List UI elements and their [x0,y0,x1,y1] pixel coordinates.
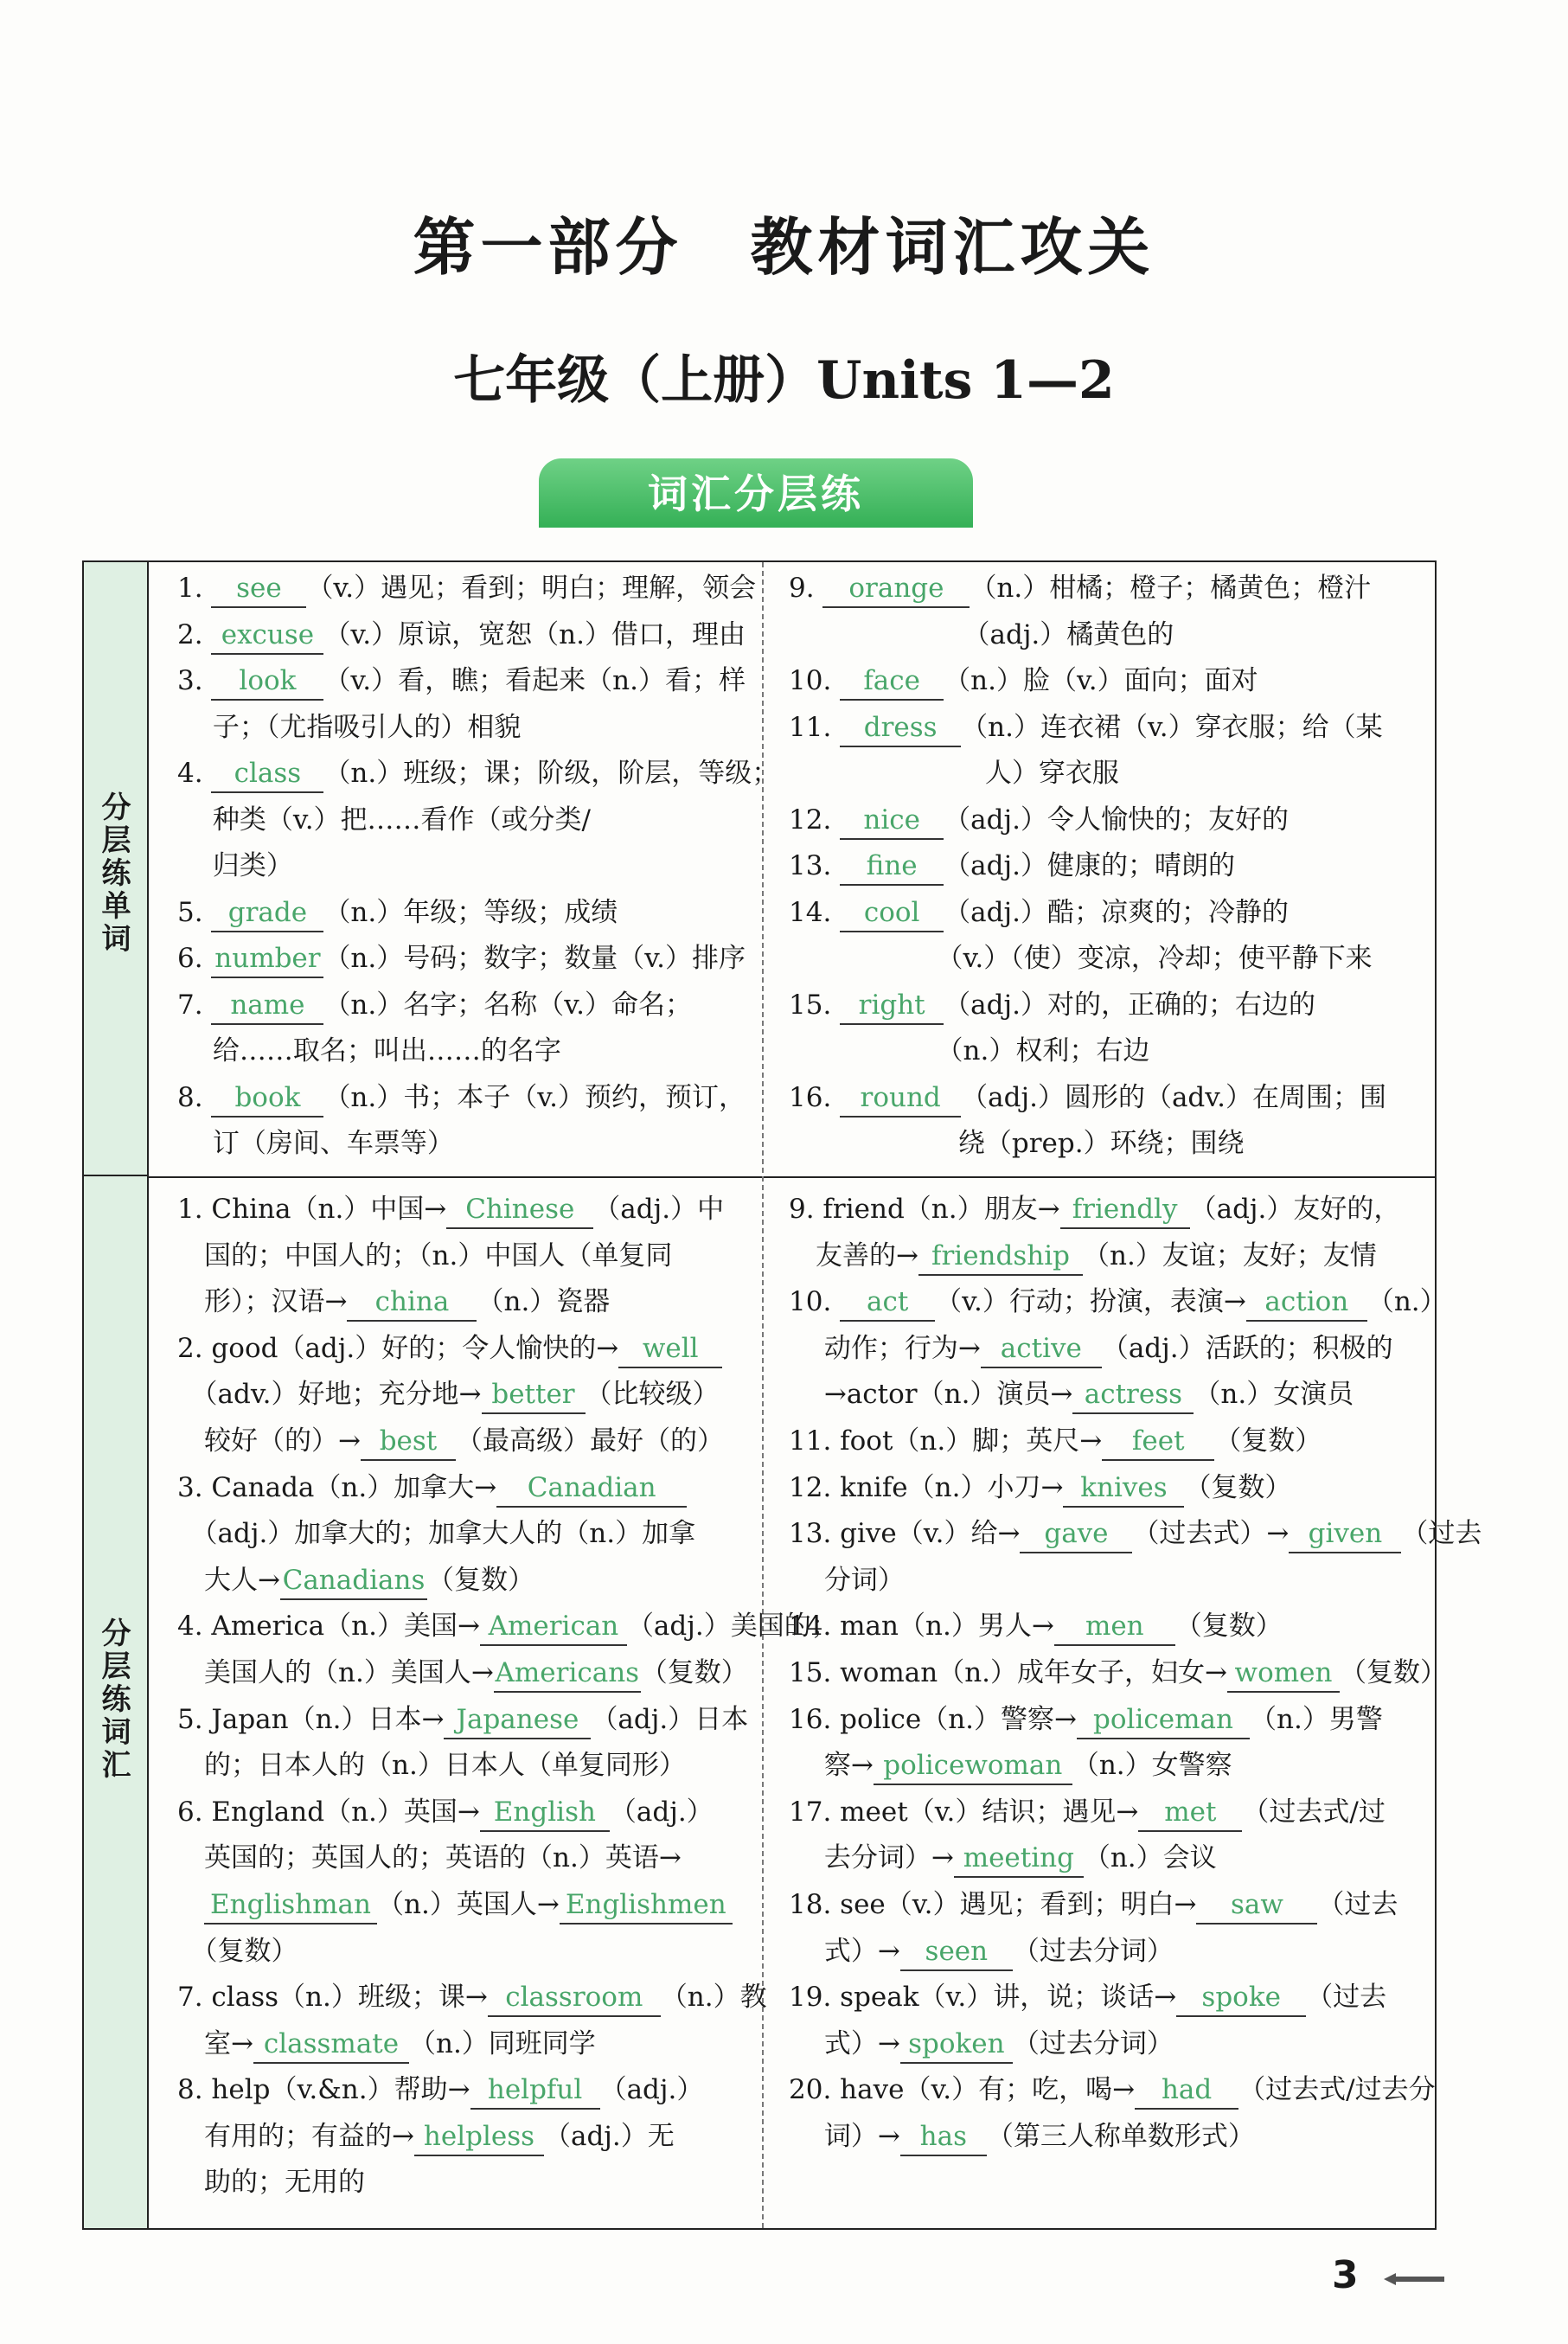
unit-subtitle: 七年级（上册）Units 1—2 [453,350,1115,411]
entry-text: 15. [789,989,841,1021]
answer-blank: has [900,2118,987,2156]
answer-blank: Canadians [280,1562,427,1600]
answer-blank: act [840,1284,935,1322]
entry-line [789,1604,1386,1650]
answer-blank: active [981,1330,1102,1368]
entry-text: 式）→ [789,1935,900,1967]
entry-line [789,1697,1386,1744]
entry-text: 9. friend（n.）朋友→ [789,1194,1060,1225]
answer-blank: helpful [470,2072,600,2110]
answer-blank: right [840,987,944,1025]
entry-line [177,1233,774,1280]
entry-text: （n.）名字；名称（v.）命名； [323,989,692,1021]
entry-text: 19. speak（v.）讲，说；谈话→ [789,1982,1177,2014]
answer-blank: fine [840,848,944,886]
answer-blank: spoke [1176,1979,1306,2017]
entry-text: （n.）友谊；友好；友情 [1082,1239,1377,1271]
entry-text: 助的；无用的 [177,2167,365,2199]
answer-blank: cool [840,894,944,932]
answer-blank: excuse [211,617,323,655]
entry-text: （n.）同班同学 [408,2027,596,2059]
answer-blank: action [1246,1284,1367,1322]
entry-line [177,1697,774,1744]
answer-blank: meeting [954,1840,1084,1878]
entry-text: 较好（的）→ [177,1425,361,1457]
answer-blank: saw [1196,1886,1317,1925]
entry-text: 形）；汉语→ [177,1286,348,1318]
entry-line [177,1790,774,1836]
entry-line [789,1187,1401,1233]
entry-text: （n.）号码；数字；数量（v.）排序 [323,943,746,974]
answer-blank: policewoman [874,1747,1072,1785]
entry-line [789,1929,1386,1976]
entry-text: （v.）遇见；看到；明白；理解，领会 [306,573,757,604]
answer-blank: friendly [1060,1191,1190,1229]
entry-text: （n.）班级；课；阶级，阶层，等级； [323,758,779,789]
entry-text: 20. have（v.）有；吃，喝→ [789,2074,1136,2106]
sidebar-vocab-label: 分 层 练 词 汇 [101,1617,131,1783]
entry-line [789,566,1386,612]
entry-line [789,2114,1386,2161]
sidebar-words [84,562,149,1176]
entry-text: （v.）行动；扮演，表演→ [935,1286,1246,1318]
entry-text: 8. help（v.&n.）帮助→ [177,2074,470,2106]
answer-blank: given [1289,1515,1401,1553]
entry-text: 绕（prep.）环绕；围绕 [789,1128,1245,1159]
answer-blank: classroom [488,1979,661,2017]
entry-text: 1. China（n.）中国→ [177,1194,447,1225]
entry-text: （adj.）酷；凉爽的；冷静的 [944,896,1289,928]
answer-blank: seen [900,1933,1013,1971]
entry-text: （复数） [640,1656,748,1688]
entry-text: （n.）书；本子（v.）预约，预订， [323,1081,746,1113]
entry-text: （adj.）美国的； [626,1611,838,1643]
entry-text: 18. see（v.）遇见；看到；明白→ [789,1888,1197,1920]
entry-text: （复数） [1214,1425,1322,1457]
entry-line [789,1511,1482,1558]
sidebar-words-label: 分 层 练 单 词 [101,791,131,957]
entry-text: 10. [789,665,841,696]
answer-blank: nice [840,802,944,840]
answer-blank: name [211,987,323,1025]
answer-blank: orange [822,570,970,608]
entry-text: （v.）原谅，宽恕（n.）借口，理由 [323,618,746,650]
entry-line [789,1882,1398,1929]
entry-text: 3. Canada（n.）加拿大→ [177,1471,497,1503]
entry-text: 室→ [177,2027,253,2059]
entry-text: 11. [789,711,841,743]
entry-line [177,2067,774,2114]
entry-line [177,612,774,659]
entry-line [789,797,1386,844]
entry-line [177,1558,774,1604]
entry-text: 人）穿衣服 [789,758,1119,789]
entry-line [789,1028,1386,1075]
entry-line [789,1075,1386,1122]
entry-text: 11. foot（n.）脚；英尺→ [789,1425,1103,1457]
entry-text: 7. class（n.）班级；课→ [177,1982,488,2014]
entry-text: （v.）（使）变凉，冷却；使平静下来 [789,943,1373,974]
entry-text: （adj.）圆形的（adv.）在周围；围 [961,1081,1386,1113]
entry-text: （复数） [1184,1471,1292,1503]
answer-blank: met [1138,1794,1242,1832]
entry-text: （n.）男警 [1250,1703,1383,1735]
answer-blank: helpless [414,2118,544,2156]
entry-line [177,1372,774,1419]
entry-text: 子；（尤指吸引人的）相貌 [177,711,522,743]
entry-text: （adj.）健康的；晴朗的 [944,850,1235,881]
answer-blank: feet [1102,1423,1214,1461]
entry-text: （过去分词） [1012,2027,1174,2059]
sidebar-vocab [84,1176,149,2228]
entry-line [789,2067,1436,2114]
entry-text: 式）→ [789,2027,900,2059]
entry-text: 9. [789,573,823,604]
entry-text: 友善的→ [789,1239,918,1271]
entry-text: 去分词）→ [789,1842,954,1874]
entry-text: （n.）柑橘；橙子；橘黄色；橙汁 [970,573,1372,604]
answer-blank: policeman [1077,1701,1250,1739]
entry-text: 2. [177,618,212,650]
answer-blank: better [482,1376,586,1414]
answer-blank: Japanese [444,1701,591,1739]
entry-text: 6. England（n.）英国→ [177,1796,480,1828]
entry-line [177,1604,838,1650]
answer-blank: number [211,940,323,978]
answer-blank: grade [211,894,323,932]
entry-line [789,1419,1386,1465]
entry-text: 14. [789,896,841,928]
entry-text: （n.）女警察 [1072,1750,1232,1782]
entry-line [177,1882,774,1929]
entry-line [789,1650,1447,1697]
entry-text: （adj.）橘黄色的 [789,618,1174,650]
entry-line [789,936,1386,983]
arrow-left-icon [1384,2273,1444,2285]
entry-line [177,1121,774,1168]
entry-text: 14. man（n.）男人→ [789,1611,1054,1643]
entry-line [177,983,774,1029]
answer-blank: spoken [900,2026,1013,2064]
entry-line [789,1975,1386,2021]
entry-text: 4. [177,758,212,789]
answer-blank: knives [1063,1470,1184,1508]
answer-blank: look [211,663,323,701]
entry-text: 3. [177,665,212,696]
entry-line [789,1790,1386,1836]
entry-line [177,1187,774,1233]
words-left-column [177,566,779,1168]
entry-text: （n.）会议 [1083,1842,1217,1874]
vocabulary-table [82,560,1482,2230]
answer-blank: china [347,1284,477,1322]
entry-text: （过去式/过去分 [1238,2074,1436,2106]
entry-line [177,1419,774,1465]
entry-line [789,843,1386,890]
entry-text: （n.）连衣裙（v.）穿衣服；给（某 [961,711,1383,743]
entry-line [177,566,774,612]
answer-blank: Englishmen [560,1886,733,1925]
entry-line [177,2021,774,2068]
entry-text: 归类） [177,850,293,881]
entry-text: （n.） [1366,1286,1447,1318]
entry-text: 国的；中国人的；（n.）中国人（单复同 [177,1239,673,1271]
entry-text: 订（房间、车票等） [177,1128,454,1159]
entry-text: （最高级）最好（的） [455,1425,724,1457]
entry-text: 15. woman（n.）成年女子，妇女→ [789,1656,1227,1688]
entry-text: （比较级） [585,1379,720,1411]
entry-line [177,797,774,844]
entry-text: （n.）瓷器 [477,1286,611,1318]
entry-text: （adj.）日本 [591,1703,749,1735]
answer-blank: class [211,755,323,793]
entry-line [789,1465,1386,1512]
entry-line [789,983,1386,1029]
answer-blank: had [1135,2072,1238,2110]
entry-line [177,1326,774,1373]
entry-text: （过去式）→ [1132,1518,1290,1550]
entry-line [789,1835,1386,1882]
entry-text: （过去分词） [1012,1935,1174,1967]
entry-text: 16. [789,1081,841,1113]
vocab-right-column [789,1187,1482,2160]
entry-line [177,1650,774,1697]
answer-blank: gave [1020,1515,1132,1553]
answer-blank: Englishman [204,1886,377,1925]
answer-blank: Americans [494,1655,641,1693]
entry-text: （n.）英国人→ [377,1888,560,1920]
entry-line [789,1233,1386,1280]
entry-text: 英国的；英国人的；英语的（n.）英语→ [177,1842,682,1874]
page-number: 3 [1332,2253,1359,2297]
entry-text: （adj.）活跃的；积极的 [1101,1332,1393,1364]
answer-blank: American [480,1608,627,1646]
entry-text: （复数） [426,1564,534,1596]
entry-text: （n.）年级；等级；成绩 [323,896,618,928]
entry-line [177,1511,774,1558]
entry-text: 的；日本人的（n.）日本人（单复同形） [177,1750,686,1782]
words-right-column [789,566,1386,1168]
entry-text: （n.）教 [660,1982,767,2014]
entry-line [789,705,1386,752]
entry-line [789,1121,1386,1168]
entry-text: 12. [789,804,841,836]
entry-text: （复数） [177,1935,298,1967]
entry-text: （adv.）好地；充分地→ [177,1379,482,1411]
entry-text: 词）→ [789,2120,900,2152]
answer-blank: actress [1072,1376,1194,1414]
answer-blank: women [1227,1655,1340,1693]
entry-text: （adj.） [609,1796,714,1828]
entry-line [177,2114,774,2161]
entry-text: （adj.）加拿大的；加拿大人的（n.）加拿 [177,1518,696,1550]
entry-text: 察→ [789,1750,874,1782]
entry-text: （adj.）中 [593,1194,725,1225]
entry-line [177,705,774,752]
entry-text: （过去式/过 [1242,1796,1386,1828]
entry-line [177,936,774,983]
entry-text: 10. [789,1286,841,1318]
entry-line [789,658,1386,705]
entry-text: 动作；行为→ [789,1332,981,1364]
entry-line [177,1975,774,2021]
answer-blank: well [618,1330,722,1368]
entry-line [177,658,774,705]
entry-line [789,1743,1386,1790]
answer-blank: men [1054,1608,1175,1646]
entry-text: 大人→ [177,1564,280,1596]
entry-line [789,1558,1386,1604]
entry-line [177,1929,774,1976]
entry-line [789,1279,1447,1326]
entry-line [789,2021,1386,2068]
entry-text: 16. police（n.）警察→ [789,1703,1077,1735]
section-divider [149,1176,1435,1178]
entry-line [177,1743,774,1790]
entry-text: （n.）女演员 [1194,1379,1354,1411]
answer-blank: book [211,1079,323,1118]
entry-text: （adj.）令人愉快的；友好的 [944,804,1289,836]
entry-line [789,1372,1386,1419]
entry-text: 有用的；有益的→ [177,2120,414,2152]
entry-text: 6. [177,943,212,974]
entry-text: 13. give（v.）给→ [789,1518,1021,1550]
answer-blank: dress [840,709,961,747]
answer-blank: English [480,1794,610,1832]
entry-text: 5. Japan（n.）日本→ [177,1703,445,1735]
answer-blank: round [840,1079,961,1118]
entry-line [177,1028,774,1075]
entry-text: 5. [177,896,212,928]
entry-line [177,1279,774,1326]
entry-text: 17. meet（v.）结识；遇见→ [789,1796,1139,1828]
entry-text: （过去 [1317,1888,1398,1920]
entry-line [177,751,779,797]
section-banner: 词汇分层练 [539,458,973,528]
page-title: 第一部分 教材词汇攻关 [413,210,1155,284]
entry-line [789,751,1386,797]
entry-text: （n.）脸（v.）面向；面对 [944,665,1258,696]
entry-text: 分词） [789,1564,905,1596]
entry-text: 4. America（n.）美国→ [177,1611,480,1643]
answer-blank: Chinese [446,1191,593,1229]
entry-text: （过去 [1401,1518,1482,1550]
entry-text: 12. knife（n.）小刀→ [789,1471,1064,1503]
entry-line [177,1465,774,1512]
entry-text: （adj.）友好的， [1189,1194,1401,1225]
entry-line [177,1835,774,1882]
entry-text: （v.）看，瞧；看起来（n.）看；样 [323,665,746,696]
answer-blank: see [211,570,306,608]
entry-text: （adj.）无 [543,2120,675,2152]
entry-text: 7. [177,989,212,1021]
entry-line [177,2160,774,2206]
entry-text: 美国人的（n.）美国人→ [177,1656,494,1688]
entry-line [789,1326,1393,1373]
entry-text: 8. [177,1081,212,1113]
answer-blank: best [361,1423,456,1461]
entry-text: →actor（n.）演员→ [789,1379,1073,1411]
entry-text: （第三人称单数形式） [986,2120,1255,2152]
entry-text: （adj.）对的，正确的；右边的 [944,989,1315,1021]
entry-line [789,890,1386,937]
answer-blank: classmate [253,2026,409,2064]
entry-text: 1. [177,573,212,604]
entry-line [177,843,774,890]
answer-blank: friendship [918,1238,1083,1276]
entry-text: 13. [789,850,841,881]
entry-text: （过去 [1306,1982,1387,2014]
entry-text: （n.）权利；右边 [789,1035,1150,1066]
entry-line [177,890,774,937]
entry-text: 给……取名；叫出……的名字 [177,1035,561,1066]
entry-text: （adj.） [599,2074,704,2106]
entry-line [177,1075,774,1122]
entry-text: 种类（v.）把……看作（或分类/ [177,804,591,836]
entry-line [789,612,1386,659]
answer-blank: Canadian [496,1470,687,1508]
entry-text: （复数） [1340,1656,1447,1688]
entry-text: 2. good（adj.）好的；令人愉快的→ [177,1332,619,1364]
entry-text: （复数） [1174,1611,1283,1643]
answer-blank: face [840,663,944,701]
entry-text [177,1889,204,1920]
